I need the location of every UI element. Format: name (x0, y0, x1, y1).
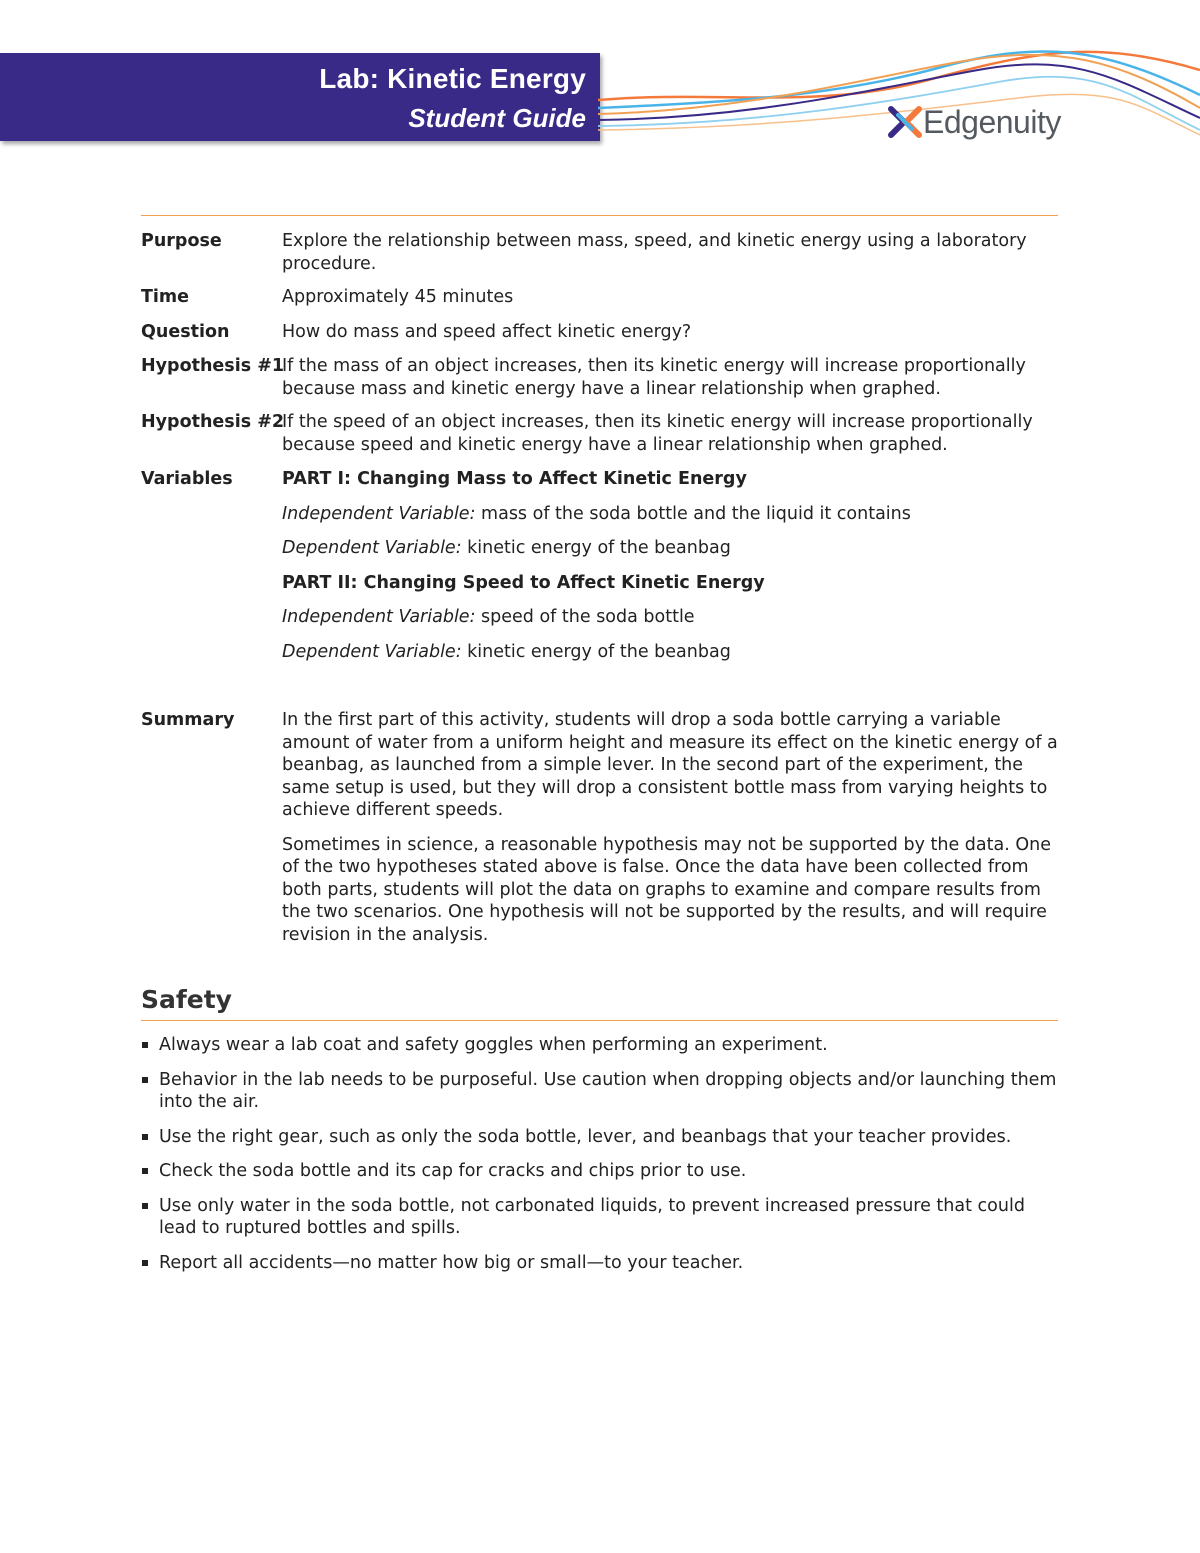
safety-divider (141, 1020, 1058, 1021)
time-label: Time (141, 287, 190, 307)
iv-text: speed of the soda bottle (475, 607, 695, 627)
iv-label: Independent Variable: (282, 607, 476, 627)
top-divider (141, 215, 1058, 216)
dv-label: Dependent Variable: (282, 538, 462, 558)
edgenuity-logo (888, 102, 1061, 142)
bullet-icon (142, 1260, 148, 1266)
part-2-dependent-variable (282, 641, 1058, 664)
dv-label: Dependent Variable: (282, 641, 462, 662)
list-item: Behavior in the lab needs to be purposeful. Use caution when dropping objects and/or launching them into the air. (141, 1069, 1058, 1114)
part-1-dependent-variable (282, 537, 1058, 560)
question-text: How do mass and speed affect kinetic energy? (282, 322, 692, 342)
purpose-label: Purpose (141, 231, 222, 251)
hypothesis-2-label: Hypothesis #2 (141, 412, 285, 432)
iv-label: Independent Variable: (282, 503, 476, 524)
variables-label: Variables (141, 469, 233, 489)
summary-paragraph-1: In the first part of this activity, students will drop a soda bottle carrying a variable amount of water from a uniform height and measure its effect on the kinetic energy of a beanbag, as launched from a simple lever. In the second part of the experiment, the same setup is used, but they will drop a consistent bottle mass from varying heights to achieve different speeds. (282, 710, 1058, 820)
list-item: Always wear a lab coat and safety goggles when performing an experiment. (141, 1034, 1058, 1057)
part-1-independent-variable (282, 503, 1058, 526)
list-item: Report all accidents—no matter how big or small—to your teacher. (141, 1252, 1058, 1275)
safety-list (141, 1034, 1058, 1286)
question-label: Question (141, 322, 230, 342)
hypothesis-1-label: Hypothesis #1 (141, 356, 285, 376)
header-banner (0, 53, 600, 141)
list-item: Use only water in the soda bottle, not carbonated liquids, to prevent increased pressure that could lead to ruptured bottles and spills. (141, 1195, 1058, 1240)
summary-content (282, 709, 1058, 946)
list-item: Use the right gear, such as only the soda bottle, lever, and beanbags that your teacher provides. (141, 1126, 1058, 1149)
bullet-icon (142, 1203, 148, 1209)
hypothesis-1-text: If the mass of an object increases, then its kinetic energy will increase proportionally because mass and kinetic energy have a linear relationship when graphed. (282, 356, 1026, 399)
brand-name: Edgenuity (923, 104, 1061, 140)
hypothesis-2-text: If the speed of an object increases, then its kinetic energy will increase proportionally because speed and kinetic energy have a linear relationship when graphed. (282, 412, 1033, 455)
part-1-title: PART I: Changing Mass to Affect Kinetic Energy (282, 469, 747, 489)
time-text: Approximately 45 minutes (282, 287, 514, 307)
summary-paragraph-2: Sometimes in science, a reasonable hypothesis may not be supported by the data. One of the two hypotheses stated above is false. Once the data have been collected from both parts, students will plot the data on graphs to examine and compare results from the two scenarios. One hypothesis will not be supported by the results, and will require revision in the analysis. (282, 834, 1051, 945)
dv-text: kinetic energy of the beanbag (461, 538, 731, 558)
list-item: Check the soda bottle and its cap for cracks and chips prior to use. (141, 1160, 1058, 1183)
iv-text: mass of the soda bottle and the liquid it contains (475, 503, 911, 524)
bullet-icon (142, 1077, 148, 1083)
part-2-title: PART II: Changing Speed to Affect Kinetic Energy (282, 572, 765, 593)
bullet-icon (142, 1168, 148, 1174)
edgenuity-x-icon (888, 105, 922, 139)
document-subtitle: Student Guide (408, 103, 586, 133)
purpose-text: Explore the relationship between mass, speed, and kinetic energy using a laboratory procedure. (282, 231, 1027, 274)
safety-heading: Safety (141, 985, 232, 1014)
dv-text: kinetic energy of the beanbag (461, 641, 731, 662)
bullet-icon (142, 1042, 148, 1048)
part-2-independent-variable (282, 606, 1058, 629)
summary-label: Summary (141, 710, 235, 730)
bullet-icon (142, 1134, 148, 1140)
variables-content (282, 468, 1058, 663)
document-title: Lab: Kinetic Energy (319, 63, 586, 94)
